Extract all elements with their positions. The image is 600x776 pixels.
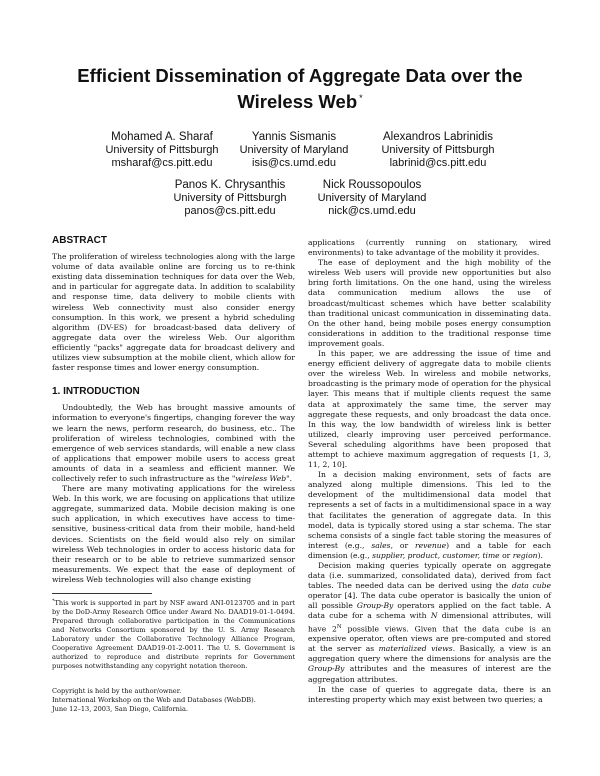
body-paragraph: In a decision making environment, sets of facts are analyzed along multiple dimensions. This led to the development of the multidimensional data model that represents a set of facts in a multidimensional space in a way that facilitates the generation of aggregate data. In this model, data is typically stored using a star schema. The star schema consists of a single fact table storing the measures of interest (e.g., sales, or revenue) and a table for each dimension (e.g., supplier, product, customer, time or region). xyxy=(308,470,551,560)
body-paragraph: applications (currently running on stationary, wired environments) to take advantage of the mobility it provides. xyxy=(308,238,551,258)
author-email: labrinid@cs.pitt.edu xyxy=(389,157,487,169)
abstract-text: The proliferation of wireless technologies along with the large volume of data available online are forcing us to re-think existing data dissemination techniques for data over the Web, and in particular for aggregate data. In addition to scalability and response time, data delivery to mobile clients with wireless Web connectivity must also consider energy consumption. In this work, we present a hybrid scheduling algorithm (DV-ES) for broadcast-based data delivery of aggregate data over the wireless Web. Our algorithm efficiently "packs" aggregate data for broadcast delivery and utilizes view subsumption at the mobile client, which allow for faster response times and lower energy consumption. xyxy=(52,252,295,373)
author-block xyxy=(214,131,374,170)
author-block xyxy=(150,179,310,218)
introduction-heading: 1. INTRODUCTION xyxy=(52,386,140,398)
body-paragraph: Decision making queries typically operate on aggregate data (i.e. summarized, consolidated data), derived from fact tables. The needed data can be derived using the data cube operator [4]. The data cube operator is basically the union of all possible Group-By operators applied on the fact table. A data cube for a schema with N dimensional attributes, will have $2^N$ possible views. Given that the data cube is an expensive operator, often views are pre-computed and stored at the server as materialized views. Basically, a view is an aggregation query where the dimensions for analysis are the Group-By attributes and the measures of interest are the aggregation attributes. xyxy=(308,561,552,684)
title-footnote-mark: * xyxy=(359,93,363,103)
paper-title xyxy=(0,65,600,113)
author-block xyxy=(358,131,518,170)
author-affiliation: University of Maryland xyxy=(317,192,427,204)
intro-paragraph: There are many motivating applications for the wireless Web. In this work, we are focusing on applications that utilize aggregate, summarized data. Mobile decision making is one such application, in which executives have access to time-sensitive, business-critical data from their mobile, hand-held devices. Scientists on the field would also rely on similar wireless Web technologies in order to access historic data for their research or to be able to retrieve summarized sensor measurements. We expect that the ease of deployment of wireless Web technologies will also change existing xyxy=(52,484,295,584)
author-block xyxy=(292,179,452,218)
author-email: nick@cs.umd.edu xyxy=(328,205,416,217)
footnote-rule xyxy=(52,593,152,594)
abstract-heading: ABSTRACT xyxy=(52,235,107,246)
author-affiliation: University of Pittsburgh xyxy=(105,144,219,156)
author-affiliation: University of Pittsburgh xyxy=(381,144,495,156)
intro-paragraph: Undoubtedly, the Web has brought massive amounts of information to everyone's fingertips, changing forever the way we learn the news, perform research, do business, etc.. The proliferation of wireless technologies, combined with the emergence of web services standards, will enable a new class of applications that empower mobile users to access great amounts of data in a seamless and efficient manner. We collectively refer to such infrastructure as the "wireless Web". xyxy=(52,403,295,483)
title-line-2: Wireless Web xyxy=(237,91,358,113)
author-name: Mohamed A. Sharaf xyxy=(111,131,213,143)
body-paragraph: In this paper, we are addressing the issue of time and energy efficient delivery of aggregate data to mobile clients over the wireless Web. In wireless and mobile networks, broadcasting is the primary mode of operation for the physical layer. This means that if multiple clients request the same data at approximately the same time, the server may aggregate these requests, and only broadcast the data once. In this way, the low bandwidth of wireless link is better utilized, clearly improving user perceived performance. Several scheduling algorithms have been proposed that attempt to achieve maximum aggregation of requests [1, 3, 11, 2, 10]. xyxy=(308,349,551,470)
title-line-1: Efficient Dissemination of Aggregate Data over the xyxy=(77,65,523,86)
left-column xyxy=(52,236,295,714)
footnote: *This work is supported in part by NSF award ANI-0123705 and in part by the DoD-Army Research Office under Award No. DAAD19-01-1-0494. Prepared through collaborative participation in the Communications and Networks Consortium sponsored by the U. S. Army Research Laboratory under the Collaborative Technology Alliance Program, Cooperative Agreement DAAD19-01-2-0011. The U. S. Government is authorized to reproduce and distribute reprints for Government purposes notwithstanding any copyright notation thereon. xyxy=(52,598,295,671)
author-name: Panos K. Chrysanthis xyxy=(174,179,286,191)
body-paragraph: The ease of deployment and the high mobility of the wireless Web users will provide new opportunities but also bring forth limitations. On the one hand, using the wireless data communication medium allows the use of broadcast/multicast schemes which have better scalability than traditional unicast communication in disseminating data. On the other hand, being mobile poses energy consumption considerations in addition to the traditional response time improvement goals. xyxy=(308,258,551,348)
author-email: msharaf@cs.pitt.edu xyxy=(111,157,213,169)
author-affiliation: University of Pittsburgh xyxy=(173,192,287,204)
author-name: Yannis Sismanis xyxy=(251,131,337,143)
author-name: Alexandros Labrinidis xyxy=(383,131,493,143)
author-email: panos@cs.pitt.edu xyxy=(184,205,276,217)
author-email: isis@cs.umd.edu xyxy=(252,157,336,169)
body-paragraph: In the case of queries to aggregate data, there is an interesting property which may exist between two queries; a xyxy=(308,684,551,704)
author-name: Nick Roussopoulos xyxy=(322,179,422,191)
author-affiliation: University of Maryland xyxy=(239,144,349,156)
right-column xyxy=(308,238,551,705)
copyright-notice: Copyright is held by the author/owner. International Workshop on the Web and Databases (WebDB). June 12–13, 2003, San Diego, California. xyxy=(52,687,256,714)
